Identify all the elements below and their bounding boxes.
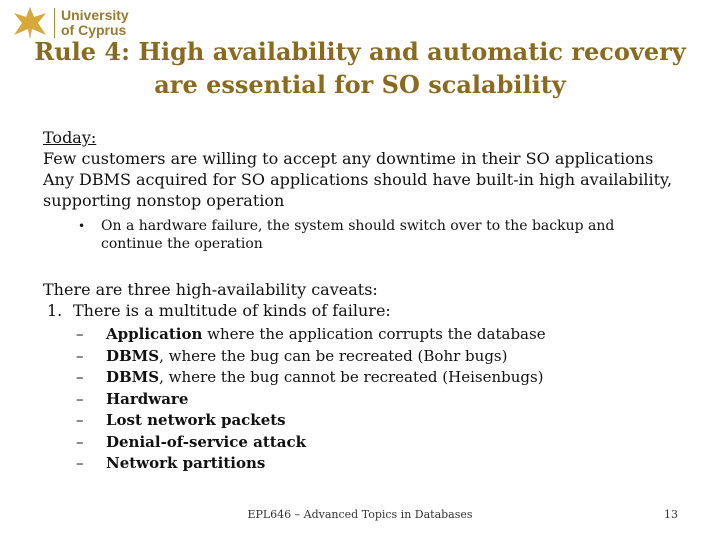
list-item: – Lost network packets — [106, 410, 673, 432]
dash-icon: – — [76, 432, 84, 451]
bullet-text: On a hardware failure, the system should switch over to the backup and continue the operation — [101, 218, 615, 252]
logo-line-1: University — [61, 7, 129, 23]
paragraph-downtime: Few customers are willing to accept any downtime in their SO applications — [43, 149, 654, 168]
item-text: There is a multitude of kinds of failure: — [73, 301, 391, 320]
bullet-item — [78, 217, 673, 253]
list-item: – Network partitions — [106, 453, 673, 475]
slide-body — [43, 127, 673, 475]
title-line-1: Rule 4: High availability and automatic recovery — [34, 37, 686, 66]
logo-divider — [54, 8, 55, 38]
slide-title — [0, 35, 720, 101]
list-item: – Application where the application corrupts the database — [106, 324, 673, 346]
title-line-2: are essential for SO scalability — [154, 70, 566, 99]
paragraph-dbms: Any DBMS acquired for SO applications should have built-in high availability, supporting nonstop operation — [43, 170, 673, 210]
page-number: 13 — [664, 508, 678, 521]
dash-icon: – — [76, 368, 84, 386]
logo-line-2: of Cyprus — [61, 22, 127, 38]
footer-course: EPL646 – Advanced Topics in Databases — [247, 508, 473, 521]
logo-text — [61, 8, 129, 38]
dash-icon: – — [76, 389, 84, 408]
list-item: – DBMS, where the bug can be recreated (Bohr bugs) — [106, 346, 673, 368]
dash-icon: – — [76, 325, 84, 343]
dash-icon: – — [76, 411, 84, 429]
dash-icon: – — [76, 346, 84, 365]
caveats-heading: There are three high-availability caveats: — [43, 280, 378, 299]
failure-list — [43, 324, 673, 475]
dash-icon: – — [76, 454, 84, 472]
list-item: – Denial-of-service attack — [106, 432, 673, 454]
item-number: 1. — [47, 301, 63, 320]
list-item: – Hardware — [106, 389, 673, 411]
list-item: – DBMS, where the bug cannot be recreated (Heisenbugs) — [106, 367, 673, 389]
today-heading: Today: — [43, 128, 97, 147]
numbered-item-1 — [43, 300, 673, 321]
bullet-dot-icon: • — [78, 219, 86, 233]
